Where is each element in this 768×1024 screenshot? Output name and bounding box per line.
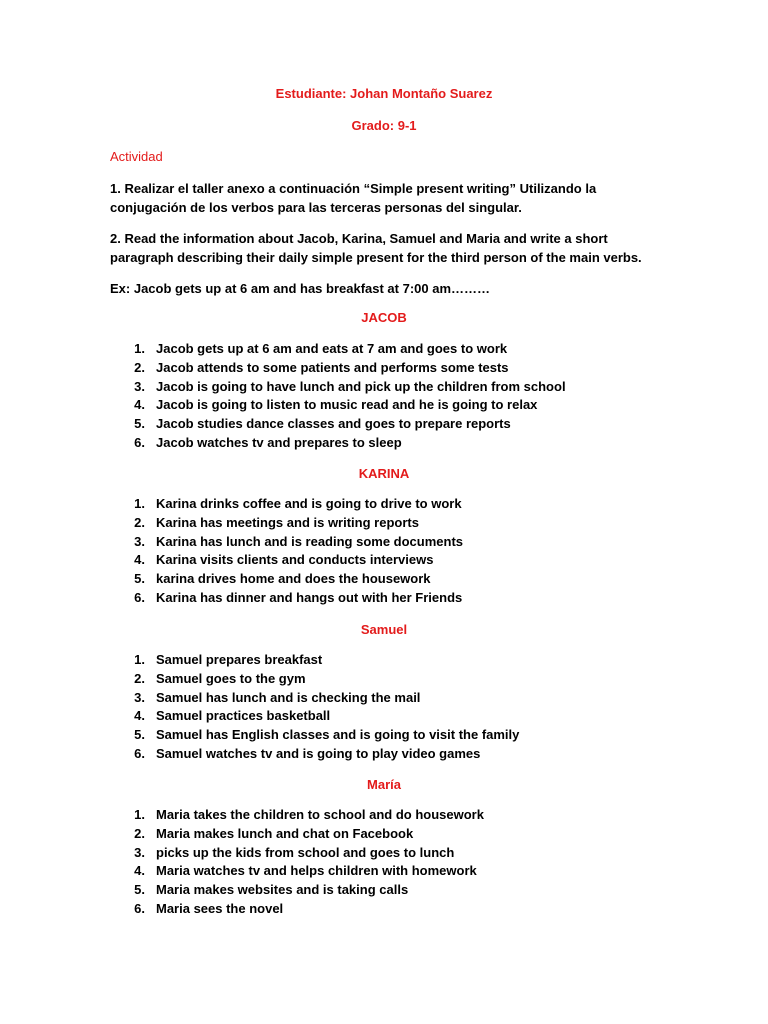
list-item-number: 1. [134, 341, 145, 356]
student-name: Estudiante: Johan Montaño Suarez [275, 86, 493, 101]
list-item-text: karina drives home and does the housework [156, 571, 431, 587]
list-item-text: Maria watches tv and helps children with homework [156, 863, 477, 879]
list-item-text: Maria makes websites and is taking calls [156, 882, 409, 898]
section-title-jacob: JACOB [361, 310, 407, 325]
list-item-number: 5. [134, 727, 145, 743]
section-title-karina: KARINA [358, 466, 410, 481]
list-item-number: 3. [134, 533, 145, 549]
list-item-number: 1. [134, 652, 145, 667]
list-item-number: 6. [134, 434, 145, 450]
list-item-text: picks up the kids from school and goes to lunch [156, 844, 455, 860]
list-item-number: 6. [134, 589, 145, 605]
list-item-number: 1. [134, 496, 145, 511]
list-item-text: Karina has lunch and is reading some documents [156, 533, 464, 549]
list-item-number: 3. [134, 689, 145, 705]
list-item-text: Karina visits clients and conducts interviews [156, 552, 434, 568]
example-sentence: Ex: Jacob gets up at 6 am and has breakfast at 7:00 am……… [110, 281, 491, 296]
list-item-number: 1. [134, 807, 145, 822]
list-item-number: 4. [134, 397, 145, 413]
list-item-text: Maria sees the novel [156, 900, 284, 916]
list-item-text: Maria takes the children to school and do housework [156, 807, 484, 822]
list-item-text: Samuel has English classes and is going to visit the family [156, 727, 520, 743]
list-item-number: 6. [134, 900, 145, 916]
list-item-number: 6. [134, 745, 145, 761]
list-item-number: 5. [134, 416, 145, 432]
instruction-1: 1. Realizar el taller anexo a continuación “Simple present writing” Utilizando la conjugación de los verbos para las terceras personas del singular. [110, 181, 597, 215]
list-item-number: 3. [134, 844, 145, 860]
section-title-samuel: Samuel [360, 622, 408, 637]
list-item-text: Jacob is going to have lunch and pick up the children from school [156, 378, 566, 394]
list-item-text: Jacob studies dance classes and goes to prepare reports [156, 416, 511, 432]
instruction-2: 2. Read the information about Jacob, Karina, Samuel and Maria and write a short paragraph describing their daily simple present for the third person of the main verbs. [110, 231, 642, 265]
list-item-text: Jacob watches tv and prepares to sleep [156, 434, 402, 450]
list-item-text: Samuel practices basketball [156, 708, 331, 724]
list-item-text: Samuel has lunch and is checking the mail [156, 689, 421, 705]
list-item-number: 2. [134, 359, 145, 375]
list-item-text: Samuel prepares breakfast [156, 652, 323, 667]
list-item-number: 4. [134, 863, 145, 879]
list-item-text: Samuel watches tv and is going to play video games [156, 745, 481, 761]
activity-heading: Actividad [110, 149, 163, 164]
section-title-maria: María [367, 777, 401, 792]
list-item-text: Karina has dinner and hangs out with her Friends [156, 589, 463, 605]
list-item-number: 2. [134, 670, 145, 686]
list-item-number: 5. [134, 882, 145, 898]
grade-label: Grado: 9-1 [351, 118, 417, 133]
list-item-text: Jacob is going to listen to music read and he is going to relax [156, 397, 538, 413]
list-item-number: 2. [134, 514, 145, 530]
list-item-number: 4. [134, 552, 145, 568]
list-item-number: 5. [134, 571, 145, 587]
list-item-text: Karina has meetings and is writing reports [156, 514, 419, 530]
list-item-number: 2. [134, 825, 145, 841]
list-item-number: 4. [134, 708, 145, 724]
list-item-text: Maria makes lunch and chat on Facebook [156, 825, 414, 841]
list-item-text: Jacob attends to some patients and performs some tests [156, 359, 509, 375]
list-item-text: Samuel goes to the gym [156, 670, 306, 686]
list-item-text: Karina drinks coffee and is going to drive to work [156, 496, 462, 511]
list-item-text: Jacob gets up at 6 am and eats at 7 am and goes to work [156, 341, 508, 356]
list-item-number: 3. [134, 378, 145, 394]
